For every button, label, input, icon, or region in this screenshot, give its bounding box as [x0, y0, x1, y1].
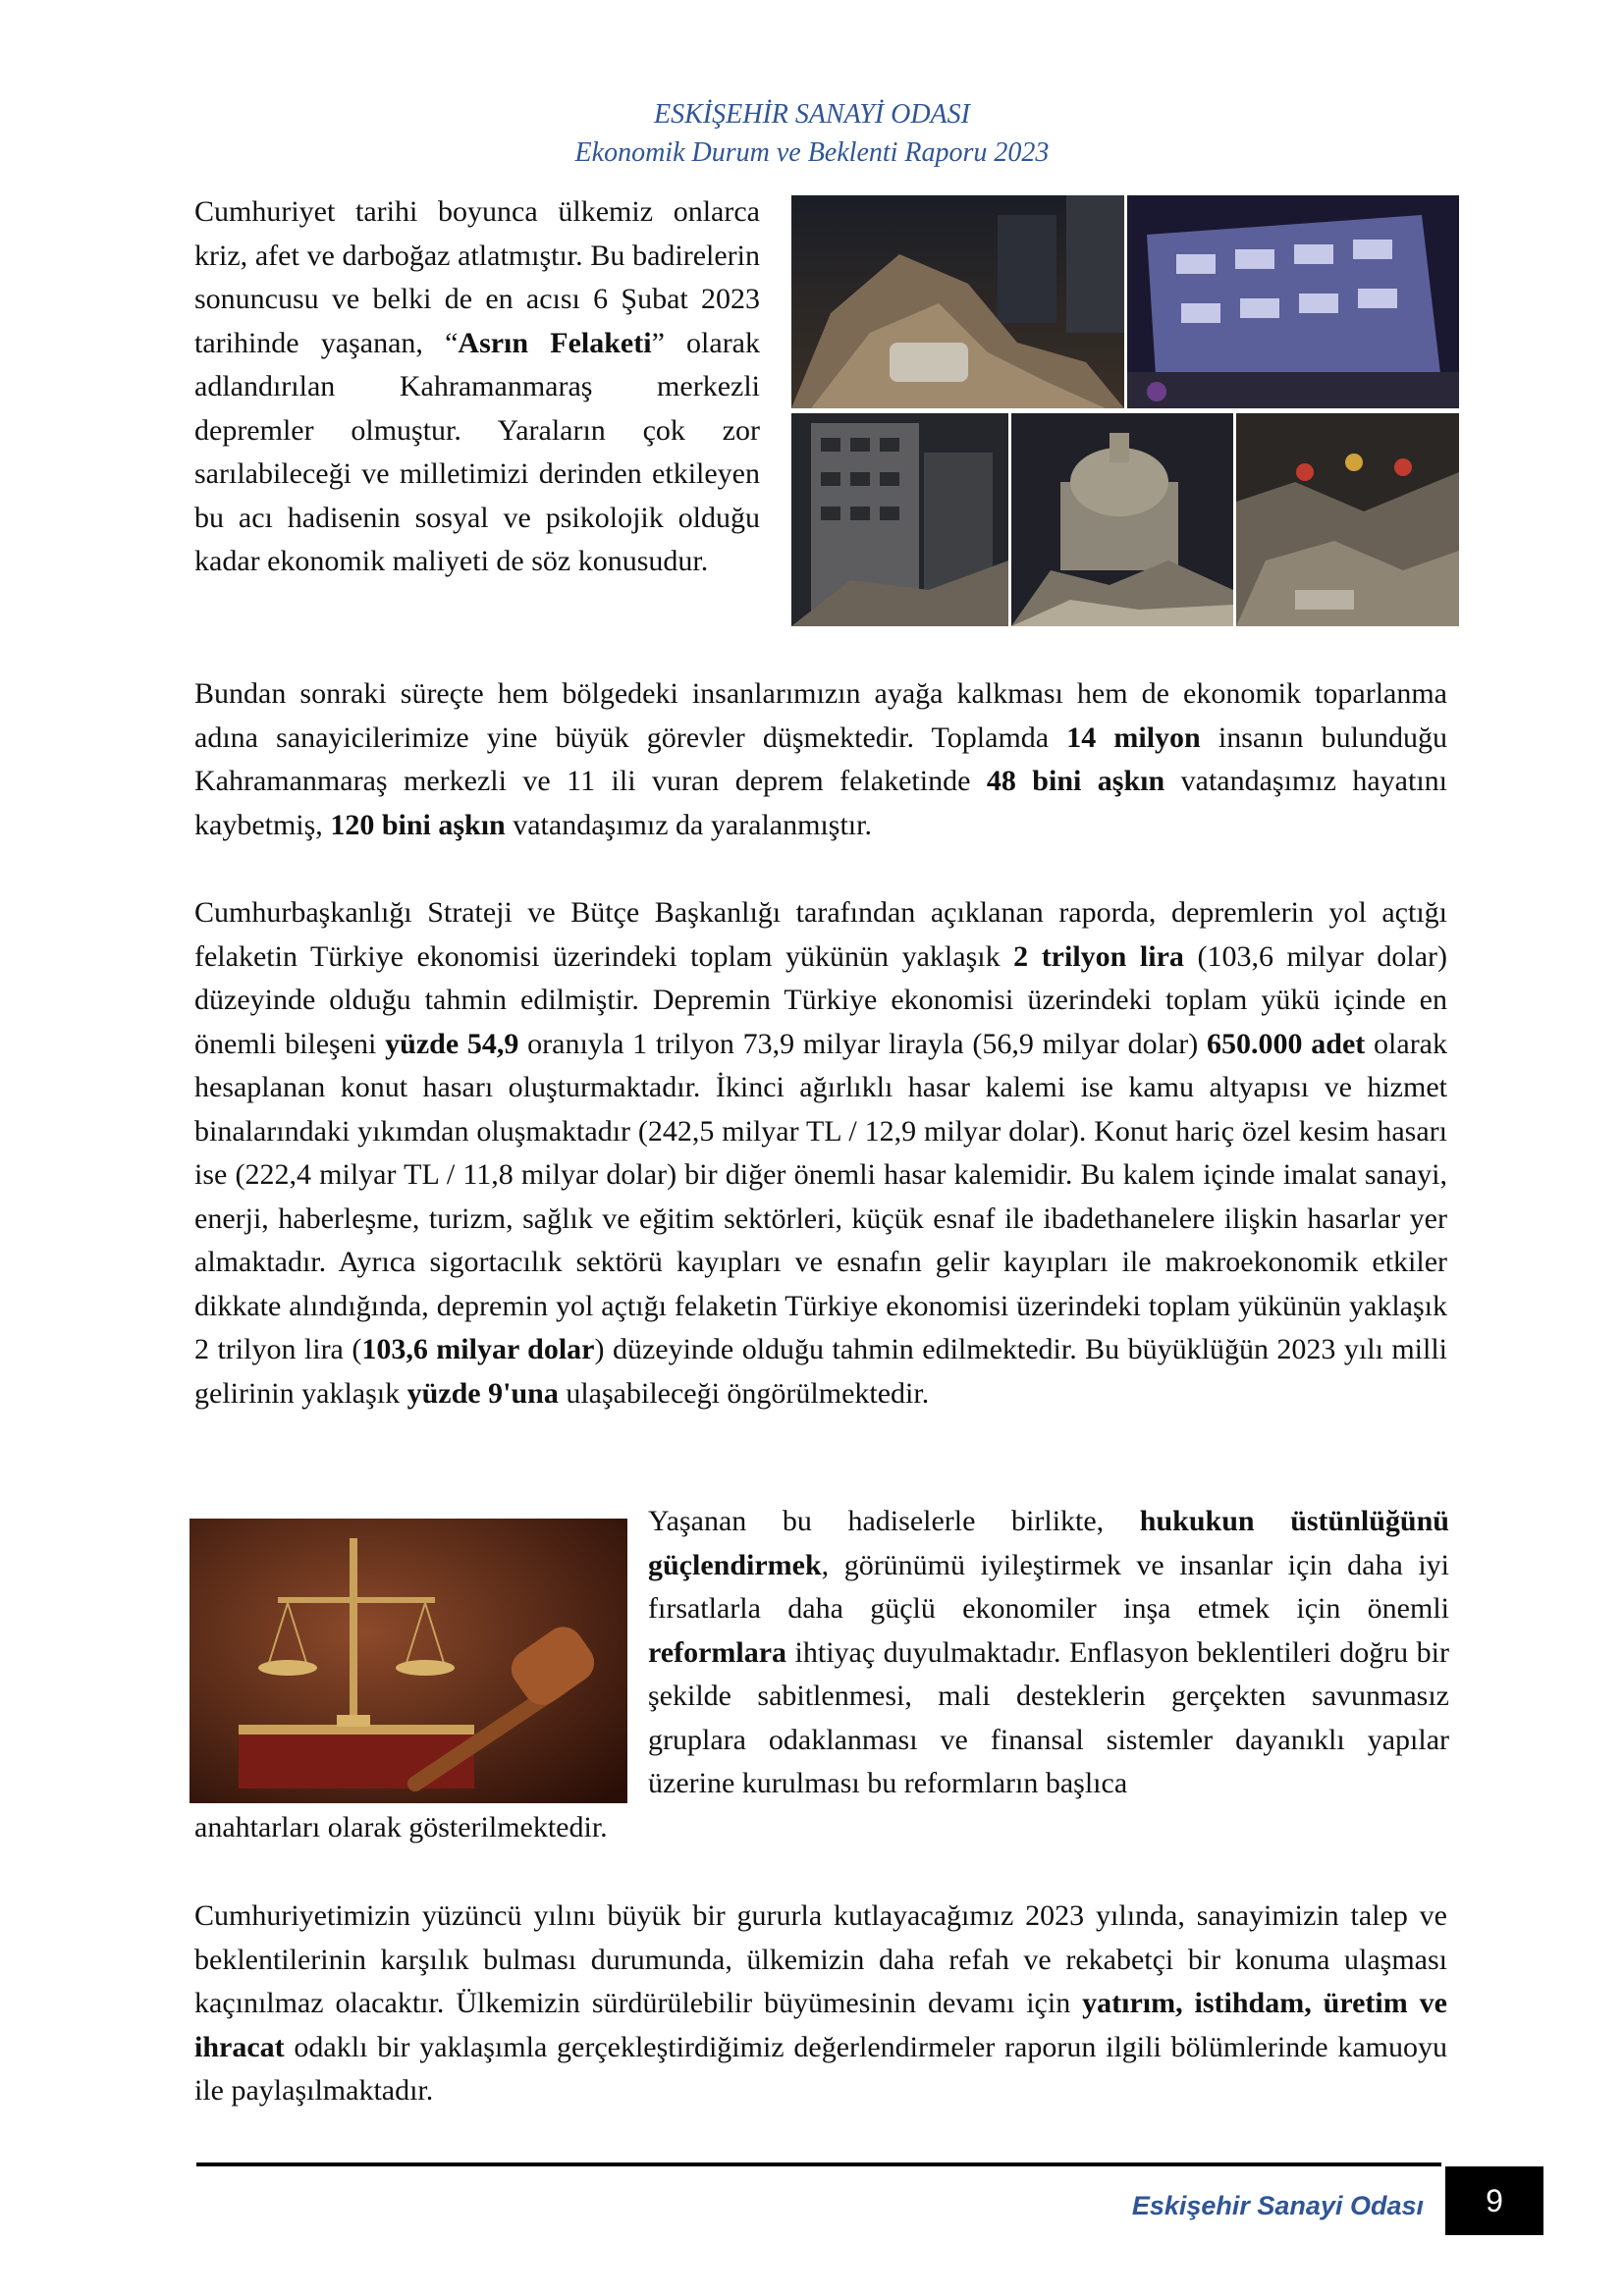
- paragraph-reforms: Yaşanan bu hadiselerle birlikte, hukukun üstünlüğünü güçlendirmek, görünümü iyileştirmek ve insanlar için daha iyi fırsatlarla daha güçlü ekonomiler inşa etmek için önemli reformlara ihtiyaç duyulmaktadır. Enflasyon beklentileri doğru bir şekilde sabitlenmesi, mali desteklerin gerçekten savunmasız gruplara odaklanması ve finansal sistemler dayanıklı yapılar üzerine kurulması bu reformların başlıca: [648, 1505, 1449, 1799]
- paragraph-intro: Cumhuriyet tarihi boyunca ülkemiz onlarca kriz, afet ve darboğaz atlatmıştır. Bu badirelerin sonuncusu ve belki de en acısı 6 Şubat 2023 tarihinde yaşanan, “Asrın Felaketi” olarak adlandırılan Kahramanmaraş merkezli depremler olmuştur. Yaraların çok zor sarılabileceği ve milletimizi derinden etkileyen bu acı hadisenin sosyal ve psikolojik olduğu kadar ekonomik maliyeti de söz konusudur.: [194, 195, 761, 577]
- paragraph-recovery: Bundan sonraki süreçte hem bölgedeki insanlarımızın ayağa kalkması hem de ekonomik toparlanma adına sanayicilerimize yine büyük görevler düşmektedir. Toplamda 14 milyon insanın bulunduğu Kahramanmaraş merkezli ve 11 ili vuran deprem felaketinde 48 bini aşkın vatandaşımız hayatını kaybetmiş, 120 bini aşkın vatandaşımız da yaralanmıştır.: [194, 677, 1448, 841]
- paragraph-economic-cost: Cumhurbaşkanlığı Strateji ve Bütçe Başkanlığı tarafından açıklanan raporda, depremlerin yol açtığı felaketin Türkiye ekonomisi üzerindeki toplam yükünün yaklaşık 2 trilyon lira (103,6 milyar dolar) düzeyinde olduğu tahmin edilmiştir. Depremin Türkiye ekonomisi üzerindeki toplam yükü içinde en önemli bileşeni yüzde 54,9 oranıyla 1 trilyon 73,9 milyar lirayla (56,9 milyar dolar) 650.000 adet olarak hesaplanan konut hasarı oluşturmaktadır. İkinci ağırlıklı hasar kalemi ise kamu altyapısı ve hizmet binalarındaki yıkımdan oluşmaktadır (242,5 milyar TL / 12,9 milyar dolar). Konut hariç özel kesim hasarı ise (222,4 milyar TL / 11,8 milyar dolar) bir diğer önemli hasar kalemidir. Bu kalem içinde imalat sanayi, enerji, haberleşme, turizm, sağlık ve eğitim sektörleri, küçük esnaf ile ibadethanelere ilişkin hasarlar yer almaktadır. Ayrıca sigortacılık sektörü kayıpları ve esnafın gelir kayıpları ile makroekonomik etkiler dikkate alındığında, depremin yol açtığı felaketin Türkiye ekonomisi üzerindeki toplam yükünün yaklaşık 2 trilyon lira (103,6 milyar dolar) düzeyinde olduğu tahmin edilmektedir. Bu büyüklüğün 2023 yılı milli gelirinin yaklaşık yüzde 9'una ulaşabileceği öngörülmektedir.: [194, 896, 1448, 1410]
- header-report-title: Ekonomik Durum ve Beklenti Raporu 2023: [574, 137, 1050, 168]
- earthquake-photo-rescue-rubble: [1236, 413, 1459, 626]
- earthquake-photo-rubble-night: [791, 195, 1124, 408]
- earthquake-photo-ruined-mosque: [1011, 413, 1233, 626]
- page-number: 9: [1445, 2166, 1543, 2235]
- earthquake-photo-damaged-apartments: [791, 413, 1008, 626]
- header-org: ESKİŞEHİR SANAYİ ODASI: [654, 99, 970, 130]
- paragraph-reforms-tail: anahtarları olarak gösterilmektedir.: [194, 1811, 608, 1843]
- footer-divider: [196, 2163, 1441, 2166]
- footer-org-name: Eskişehir Sanayi Odası: [1131, 2191, 1424, 2220]
- earthquake-photo-collapsed-building-lights: [1127, 195, 1459, 408]
- justice-scales-gavel-image: [189, 1519, 627, 1803]
- paragraph-centennial: Cumhuriyetimizin yüzüncü yılını büyük bir gururla kutlayacağımız 2023 yılında, sanayimizin talep ve beklentilerinin karşılık bulması durumunda, ülkemizin daha refah ve rekabetçi bir konuma ulaşması kaçınılmaz olacaktır. Ülkemizin sürdürülebilir büyümesinin devamı için yatırım, istihdam, üretim ve ihracat odaklı bir yaklaşımla gerçekleştirdiğimiz değerlendirmeler raporun ilgili bölümlerinde kamuoyu ile paylaşılmaktadır.: [194, 1899, 1447, 2107]
